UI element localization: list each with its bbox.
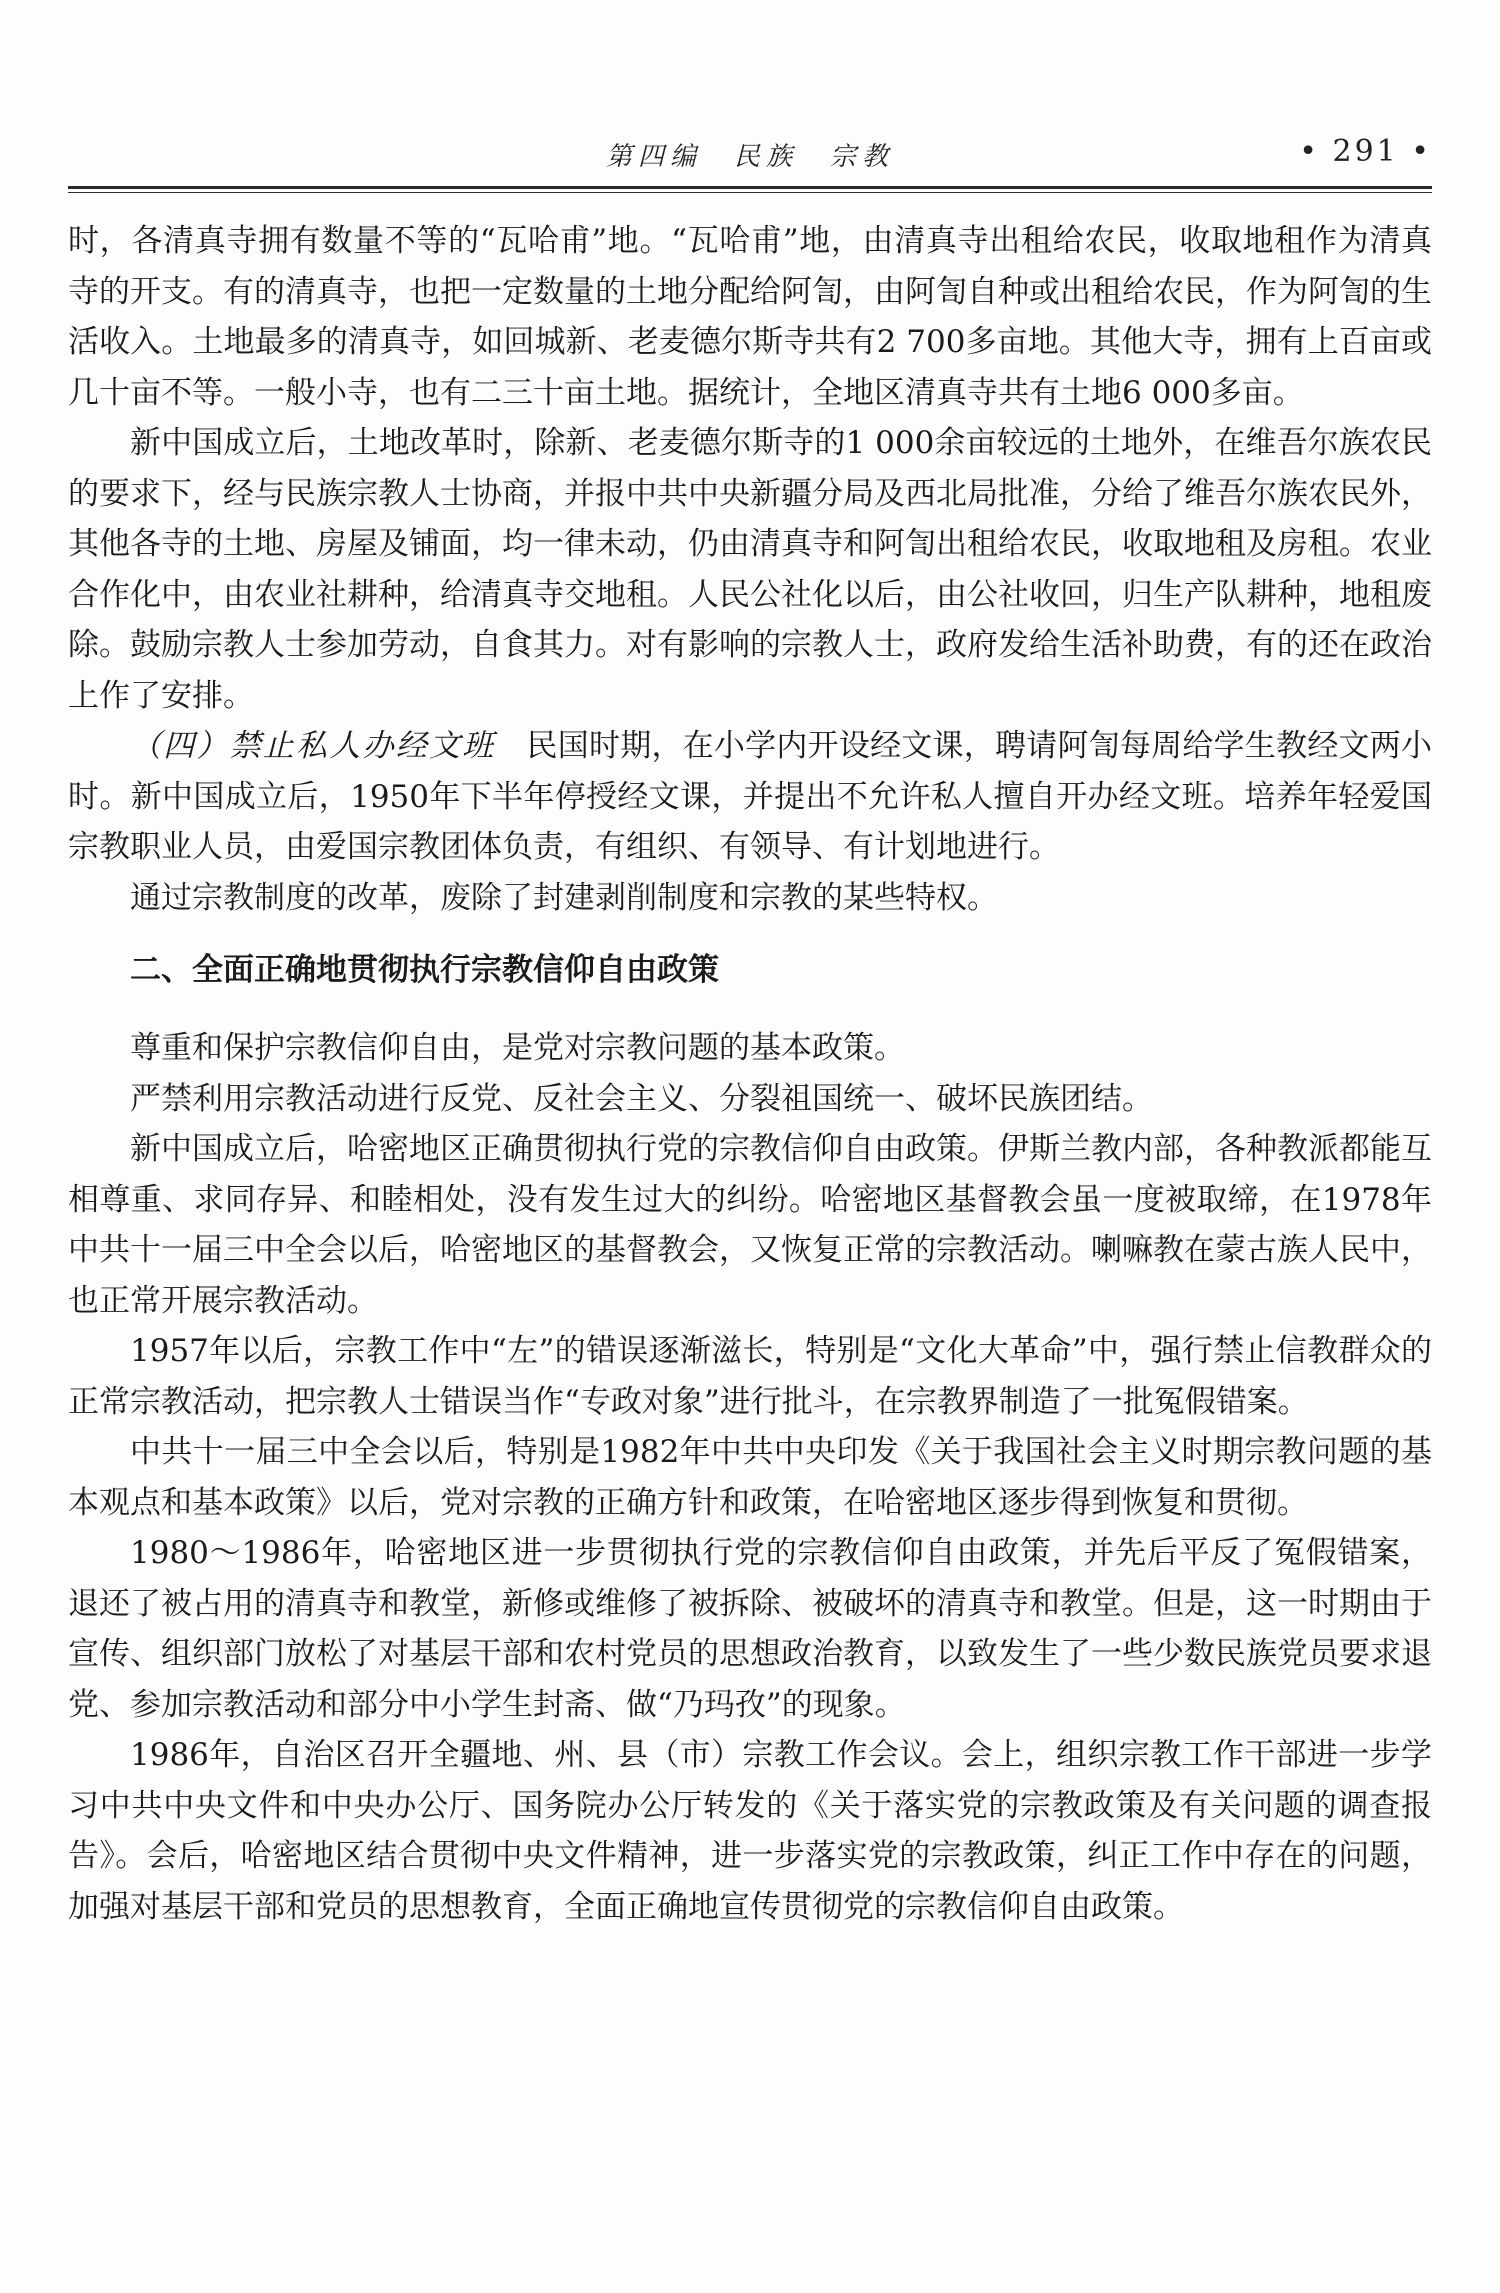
section-heading: 二、全面正确地贯彻执行宗教信仰自由政策 xyxy=(130,952,719,988)
paragraph: 通过宗教制度的改革，废除了封建剥削制度和宗教的某些特权。 xyxy=(130,879,998,916)
header-rule-thin xyxy=(68,192,1432,193)
paragraph: 中共十一届三中全会以后，特别是1982年中共中央印发《关于我国社会主义时期宗教问题的基本观点和基本政策》以后，党对宗教的正确方针和政策，在哈密地区逐步得到恢复和贯彻。 xyxy=(68,1434,1432,1521)
page-number: • 291 • xyxy=(1299,134,1432,169)
paragraph: 严禁利用宗教活动进行反党、反社会主义、分裂祖国统一、破坏民族团结。 xyxy=(130,1080,1153,1117)
paragraph: 1986年，自治区召开全疆地、州、县（市）宗教工作会议。会上，组织宗教工作干部进一步学习中共中央文件和中央办公厅、国务院办公厅转发的《关于落实党的宗教政策及有关问题的调查报告》。会后，哈密地区结合贯彻中央文件精神，进一步落实党的宗教政策，纠正工作中存在的问题，加强对基层干部和党员的思想教育，全面正确地宣传贯彻党的宗教信仰自由政策。 xyxy=(68,1737,1432,1925)
paragraph: 1980～1986年，哈密地区进一步贯彻执行党的宗教信仰自由政策，并先后平反了冤假错案，退还了被占用的清真寺和教堂，新修或维修了被拆除、被破坏的清真寺和教堂。但是，这一时期由于宣传、组织部门放松了对基层干部和农村党员的思想政治教育，以致发生了一些少数民族党员要求退党、参加宗教活动和部分中小学生封斋、做“乃玛孜”的现象。 xyxy=(68,1535,1433,1723)
body-text xyxy=(68,216,1432,1932)
subsection-paragraph xyxy=(68,721,1432,873)
running-header xyxy=(68,134,1432,174)
subsection-text: 民国时期，在小学内开设经文课，聘请阿訇每周给学生教经文两小时。新中国成立后，1950年下半年停授经文课，并提出不允许私人擅自开办经文班。培养年轻爱国宗教职业人员，由爱国宗教团体负责，有组织、有领导、有计划地进行。 xyxy=(68,728,1433,865)
header-rule-thick xyxy=(68,186,1432,189)
running-title: 第四编 民族 宗教 xyxy=(605,142,894,172)
paragraph: 新中国成立后，土地改革时，除新、老麦德尔斯寺的1 000余亩较远的土地外，在维吾尔族农民的要求下，经与民族宗教人士协商，并报中共中央新疆分局及西北局批准，分给了维吾尔族农民外，其他各寺的土地、房屋及铺面，均一律未动，仍由清真寺和阿訇出租给农民，收取地租及房租。农业合作化中，由农业社耕种，给清真寺交地租。人民公社化以后，由公社收回，归生产队耕种，地租废除。鼓励宗教人士参加劳动，自食其力。对有影响的宗教人士，政府发给生活补助费，有的还在政治上作了安排。 xyxy=(68,425,1432,714)
subsection-heading: （四）禁止私人办经文班 xyxy=(130,728,496,764)
paragraph: 时，各清真寺拥有数量不等的“瓦哈甫”地。“瓦哈甫”地，由清真寺出租给农民，收取地租作为清真寺的开支。有的清真寺，也把一定数量的土地分配给阿訇，由阿訇自种或出租给农民，作为阿訇的生活收入。土地最多的清真寺，如回城新、老麦德尔斯寺共有2 700多亩地。其他大寺，拥有上百亩或几十亩不等。一般小寺，也有二三十亩土地。据统计，全地区清真寺共有土地6 000多亩。 xyxy=(68,223,1432,411)
paragraph: 尊重和保护宗教信仰自由，是党对宗教问题的基本政策。 xyxy=(130,1030,905,1066)
paragraph: 1957年以后，宗教工作中“左”的错误逐渐滋长，特别是“文化大革命”中，强行禁止信教群众的正常宗教活动，把宗教人士错误当作“专政对象”进行批斗，在宗教界制造了一批冤假错案。 xyxy=(68,1333,1432,1420)
paragraph: 新中国成立后，哈密地区正确贯彻执行党的宗教信仰自由政策。伊斯兰教内部，各种教派都能互相尊重、求同存异、和睦相处，没有发生过大的纠纷。哈密地区基督教会虽一度被取缔，在1978年中共十一届三中全会以后，哈密地区的基督教会，又恢复正常的宗教活动。喇嘛教在蒙古族人民中，也正常开展宗教活动。 xyxy=(68,1131,1432,1319)
